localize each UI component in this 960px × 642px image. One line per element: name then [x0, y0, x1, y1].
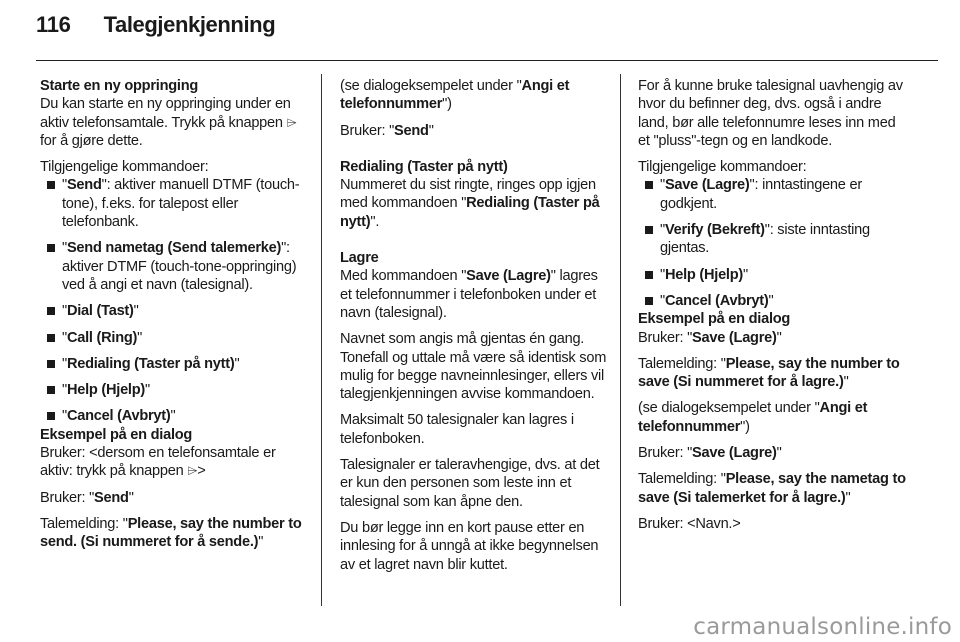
column-3 — [638, 77, 908, 541]
paragraph: Bruker: <dersom en telefonsamtale er aktiv: trykk på knappen ⌲> — [40, 445, 276, 480]
list-item: "Redialing (Taster på nytt)" — [40, 355, 310, 373]
paragraph: Med kommandoen "Save (Lagre)" lagres et telefonnummer i telefonboken under et navn (talesignal). — [340, 268, 598, 321]
paragraph: Nummeret du sist ringte, ringes opp igjen med kommandoen "Redialing (Taster på nytt)". — [340, 177, 600, 230]
column-divider — [321, 74, 322, 606]
command-list — [638, 176, 908, 310]
list-item: "Cancel (Avbryt)" — [40, 407, 310, 425]
paragraph: Du kan starte en ny oppringing under en aktiv telefonsamtale. Trykk på knappen ⌲ for å gjøre dette. — [40, 96, 297, 149]
page-title: Talegjenkjenning — [103, 12, 276, 37]
list-item: "Help (Hjelp)" — [638, 266, 908, 284]
paragraph: Tilgjengelige kommandoer: — [638, 159, 807, 176]
paragraph: (se dialogeksempelet under "Angi et telefonnummer") — [340, 78, 570, 113]
phone-button-icon: ⌲ — [286, 114, 297, 130]
paragraph: Bruker: "Save (Lagre)" — [638, 445, 782, 462]
phone-button-icon: ⌲ — [187, 463, 198, 479]
list-item: "Cancel (Avbryt)" — [638, 292, 908, 310]
list-item: "Send nametag (Send talemerke)": aktiver DTMF (touch-tone-oppringing) ved å angi et navn (talesignal). — [40, 239, 310, 294]
list-item: "Call (Ring)" — [40, 329, 310, 347]
column-divider — [620, 74, 621, 606]
section-heading: Eksempel på en dialog — [40, 426, 193, 443]
paragraph: Maksimalt 50 talesignaler kan lagres i telefonboken. — [340, 412, 574, 447]
paragraph: Navnet som angis må gjentas én gang. Tonefall og uttale må være så identisk som mulig for begge navneinnlesinger, ellers vil talegjenkjenningen avvise kommandoen. — [340, 331, 607, 403]
section-heading: Lagre — [340, 250, 379, 267]
paragraph: Tilgjengelige kommandoer: — [40, 159, 209, 176]
header-rule — [36, 60, 938, 61]
list-item: "Save (Lagre)": inntastingene er godkjent. — [638, 176, 908, 213]
list-item: "Send": aktiver manuell DTMF (touch-tone), f.eks. for talepost eller telefonbank. — [40, 176, 310, 231]
paragraph: Talemelding: "Please, say the nametag to save (Si talemerket for å lagre.)" — [638, 471, 906, 506]
section-heading: Eksempel på en dialog — [638, 311, 791, 328]
column-2 — [340, 77, 608, 582]
paragraph: Talemelding: "Please, say the number to save (Si nummeret for å lagre.)" — [638, 355, 900, 391]
section-heading: Starte en ny oppringing — [40, 78, 199, 94]
list-item: "Dial (Tast)" — [40, 302, 310, 320]
paragraph: (se dialogeksempelet under "Angi et telefonnummer") — [638, 400, 868, 435]
list-item: "Verify (Bekreft)": siste inntasting gjentas. — [638, 221, 908, 258]
paragraph: For å kunne bruke talesignal uavhengig av hvor du befinner deg, dvs. også i andre land, bør alle telefonnumre leses inn med et "pluss"-tegn og en landkode. — [638, 78, 903, 149]
paragraph: Talemelding: "Please, say the number to send. (Si nummeret for å sende.)" — [40, 515, 302, 551]
page-header — [36, 12, 275, 52]
column-1 — [40, 77, 310, 560]
paragraph: Du bør legge inn en kort pause etter en innlesing for å unngå at ikke begynnelsen av et lagret navn blir kuttet. — [340, 519, 599, 573]
command-list — [40, 176, 310, 425]
section-heading: Redialing (Taster på nytt) — [340, 158, 508, 175]
list-item: "Help (Hjelp)" — [40, 381, 310, 399]
page-number: 116 — [36, 12, 71, 37]
watermark: carmanualsonline.info — [693, 614, 952, 640]
paragraph: Bruker: <Navn.> — [638, 515, 741, 532]
paragraph: Talesignaler er taleravhengige, dvs. at det er kun den personen som leste inn et talesignal som kan åpne den. — [340, 457, 600, 510]
paragraph: Bruker: "Send" — [340, 122, 434, 139]
paragraph: Bruker: "Save (Lagre)" — [638, 329, 782, 346]
paragraph: Bruker: "Send" — [40, 489, 134, 506]
